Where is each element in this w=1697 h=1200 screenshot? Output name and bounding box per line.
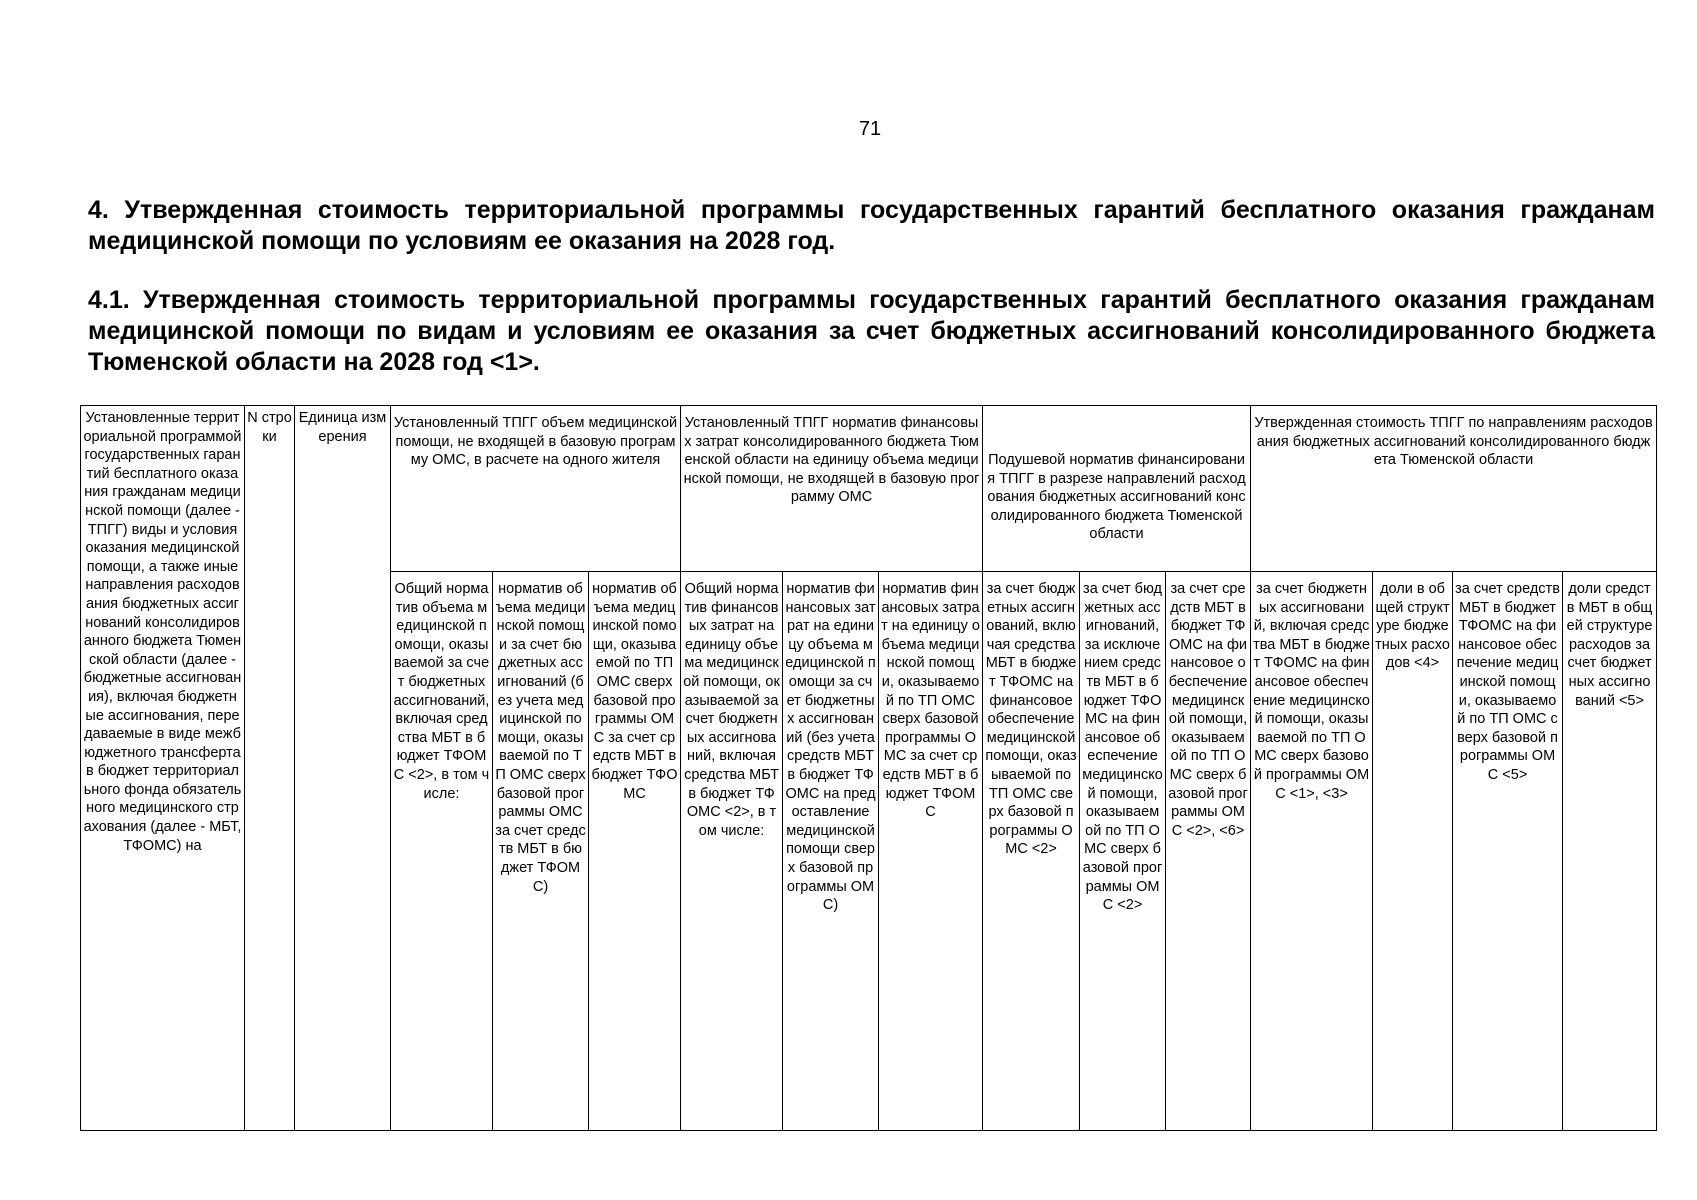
header-approved-budget: за счет бюджетных ассигнований, включая средства МБТ в бюджет ТФОМС на финансовое обеспечение медицинской помощи, оказываемой по ТП ОМС сверх базовой программы ОМС <1>, <3> (1251, 572, 1373, 1131)
section-heading-4-1: 4.1. Утвержденная стоимость территориальной программы государственных гарантий бесплатного оказания гражданам медицинской помощи по видам и условиям ее оказания за счет бюджетных ассигнований консолидированного бюджета Тюменской области на 2028 год <1>. (88, 286, 1655, 376)
header-volume-budget: норматив объема медицинской помощи за счет бюджетных ассигнований (без учета медицинской помощи, оказываемой по ТП ОМС сверх базовой программы ОМС за счет средств МБТ в бюджет ТФОМС) (493, 572, 589, 1131)
header-volume-total: Общий норматив объема медицинской помощи, оказываемой за счет бюджетных ассигнований, включая средства МБТ в бюджет ТФОМС <2>, в том числе: (391, 572, 493, 1131)
table-header-row-1 (81, 406, 1657, 572)
header-volume-mbt: норматив объема медицинской помощи, оказываемой по ТП ОМС сверх базовой программы ОМС за счет средств МБТ в бюджет ТФОМС (589, 572, 681, 1131)
header-unit: Единица измерения (295, 406, 391, 1131)
header-per-capita-mbt: за счет средств МБТ в бюджет ТФОМС на финансовое обеспечение медицинской помощи, оказываемой по ТП ОМС сверх базовой программы ОМС <2>, <6> (1166, 572, 1251, 1131)
section-heading-4: 4. Утвержденная стоимость территориальной программы государственных гарантий бесплатного оказания гражданам медицинской помощи по условиям ее оказания на 2028 год. (88, 196, 1655, 255)
header-approved-mbt-share: доли средств МБТ в общей структуре расходов за счет бюджетных ассигнований <5> (1563, 572, 1657, 1131)
header-cost-budget: норматив финансовых затрат на единицу объема медицинской помощи за счет бюджетных ассигнований (без учета средств МБТ в бюджет ТФОМС на предоставление медицинской помощи сверх базовой программы ОМС) (783, 572, 879, 1131)
header-cost-mbt: норматив финансовых затрат на единицу объема медицинской помощи, оказываемой по ТП ОМС сверх базовой программы ОМС за счет средств МБТ в бюджет ТФОМС (879, 572, 983, 1131)
header-group-approved-cost: Утвержденная стоимость ТПГГ по направлениям расходования бюджетных ассигнований консолидированного бюджета Тюменской области (1251, 406, 1657, 572)
header-group-cost-norm: Установленный ТПГГ норматив финансовых затрат консолидированного бюджета Тюменской области на единицу объема медицинской помощи, не входящей в базовую программу ОМС (681, 406, 983, 572)
page-number: 71 (858, 118, 882, 140)
header-types-of-care: Установленные территориальной программой государственных гарантий бесплатного оказания гражданам медицинской помощи (далее - ТПГГ) виды и условия оказания медицинской помощи, а также иные направления расходования бюджетных ассигнований консолидированного бюджета Тюменской области (далее - бюджетные ассигнования), включая бюджетные ассигнования, передаваемые в виде межбюджетного трансферта в бюджет территориального фонда обязательного медицинского страхования (далее - МБТ, ТФОМС) на (81, 406, 245, 1131)
header-group-volume: Установленный ТПГГ объем медицинской помощи, не входящей в базовую программу ОМС, в расчете на одного жителя (391, 406, 681, 572)
header-approved-mbt: за счет средств МБТ в бюджет ТФОМС на финансовое обеспечение медицинской помощи, оказываемой по ТП ОМС сверх базовой программы ОМС <5> (1453, 572, 1563, 1131)
header-approved-budget-share: доли в общей структуре бюджетных расходов <4> (1373, 572, 1453, 1131)
budget-table (80, 405, 1657, 1131)
header-per-capita-budget-excl: за счет бюджетных ассигнований, за исключением средств МБТ в бюджет ТФОМС на финансовое обеспечение медицинской помощи, оказываемой по ТП ОМС сверх базовой программы ОМС <2> (1080, 572, 1166, 1131)
header-row-number: N строки (245, 406, 295, 1131)
header-per-capita-budget-incl: за счет бюджетных ассигнований, включая средства МБТ в бюджет ТФОМС на финансовое обеспечение медицинской помощи, оказываемой по ТП ОМС сверх базовой программы ОМС <2> (983, 572, 1080, 1131)
header-group-per-capita: Подушевой норматив финансирования ТПГГ в разрезе направлений расходования бюджетных ассигнований консолидированного бюджета Тюменской области (983, 406, 1251, 572)
header-cost-total: Общий норматив финансовых затрат на единицу объема медицинской помощи, оказываемой за счет бюджетных ассигнований, включая средства МБТ в бюджет ТФОМС <2>, в том числе: (681, 572, 783, 1131)
